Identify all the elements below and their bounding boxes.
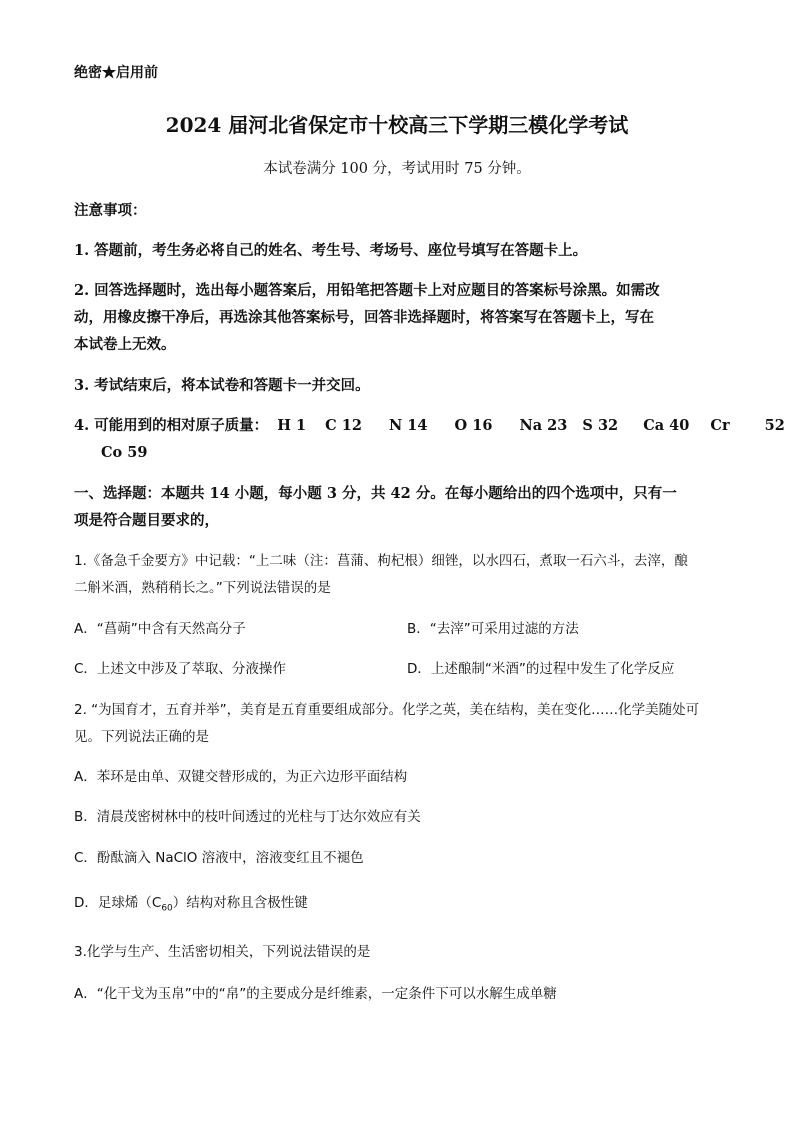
exam-title: 2024 届河北省保定市十校高三下学期三模化学考试 <box>165 113 629 137</box>
section-1-heading-line-2: 项是符合题目要求的， <box>74 512 219 529</box>
note-item-1: 1. 答题前，考生务必将自己的姓名、考生号、考场号、座位号填写在答题卡上。 <box>74 242 588 259</box>
note-item-2-line-2: 动，用橡皮擦干净后，再选涂其他答案标号，回答非选择题时，将答案写在答题卡上，写在 <box>74 309 654 326</box>
q1-option-a: A．“菖蒴”中含有天然高分子 <box>74 621 246 637</box>
q2-option-b: B．清晨茂密树林中的枝叶间透过的光柱与丁达尔效应有关 <box>74 809 421 825</box>
q1-option-d: D．上述酿制“米酒”的过程中发生了化学反应 <box>407 661 675 677</box>
q2-option-d-subscript: 60 <box>161 903 173 914</box>
q2-option-c: C．酚酞滴入 NaClO 溶液中，溶液变红且不褪色 <box>74 850 364 866</box>
notes-heading: 注意事项： <box>74 202 147 219</box>
q3-option-a: A．“化干戈为玉帛”中的“帛”的主要成分是纤维素，一定条件下可以水解生成单糖 <box>74 986 557 1002</box>
q1-stem-line-1: 1.《备急千金要方》中记载：“上二味（注：菖蒲、枸杞根）细锉，以水四石，煮取一石六斗，去滓，酿 <box>74 553 688 569</box>
atomic-mass-n: N 14 <box>389 417 428 434</box>
q3-stem: 3.化学与生产、生活密切相关，下列说法错误的是 <box>74 944 371 960</box>
atomic-mass-label: 4. 可能用到的相对原子质量： <box>74 417 269 434</box>
q2-option-d-pre: D．足球烯（C <box>74 895 162 911</box>
q1-stem-line-2: 二斛米酒，熟稍稍长之。”下列说法错误的是 <box>74 580 331 596</box>
q2-option-a: A．苯环是由单、双键交替形成的，为正六边形平面结构 <box>74 769 408 785</box>
q1-option-b: B．“去滓”可采用过滤的方法 <box>407 621 579 637</box>
atomic-mass-ca: Ca 40 <box>643 417 690 434</box>
note-item-2-line-3: 本试卷上无效。 <box>74 336 176 353</box>
atomic-mass-na: Na 23 <box>519 417 568 434</box>
atomic-mass-h: H 1 <box>277 417 307 434</box>
note-item-2-line-1: 2. 回答选择题时，选出每小题答案后，用铅笔把答题卡上对应题目的答案标号涂黑。如需改 <box>74 282 660 299</box>
q2-option-d-post: ）结构对称且含极性键 <box>172 895 308 911</box>
confidential-mark: 绝密★启用前 <box>74 65 158 81</box>
q2-option-d <box>74 893 308 919</box>
atomic-mass-s: S 32 <box>582 417 619 434</box>
exam-subtitle: 本试卷满分 100 分，考试用时 75 分钟。 <box>263 161 531 177</box>
atomic-mass-cr: Cr <box>710 417 730 434</box>
atomic-mass-c: C 12 <box>325 417 362 434</box>
atomic-mass-cr-value: 52 <box>764 417 785 434</box>
section-1-heading-line-1: 一、选择题：本题共 14 小题，每小题 3 分，共 42 分。在每小题给出的四个选项中，只有一 <box>74 485 677 502</box>
note-item-3: 3. 考试结束后，将本试卷和答题卡一并交回。 <box>74 377 370 394</box>
note-item-4-line-2: Co 59 <box>101 444 148 461</box>
note-item-4 <box>74 416 785 436</box>
q2-stem-line-1: 2. “为国育才，五育并举”，美育是五育重要组成部分。化学之英，美在结构，美在变化……化学美随处可 <box>74 702 700 718</box>
q1-option-c: C．上述文中涉及了萃取、分液操作 <box>74 661 286 677</box>
q2-stem-line-2: 见。下列说法正确的是 <box>74 729 209 745</box>
atomic-mass-o: O 16 <box>454 417 493 434</box>
